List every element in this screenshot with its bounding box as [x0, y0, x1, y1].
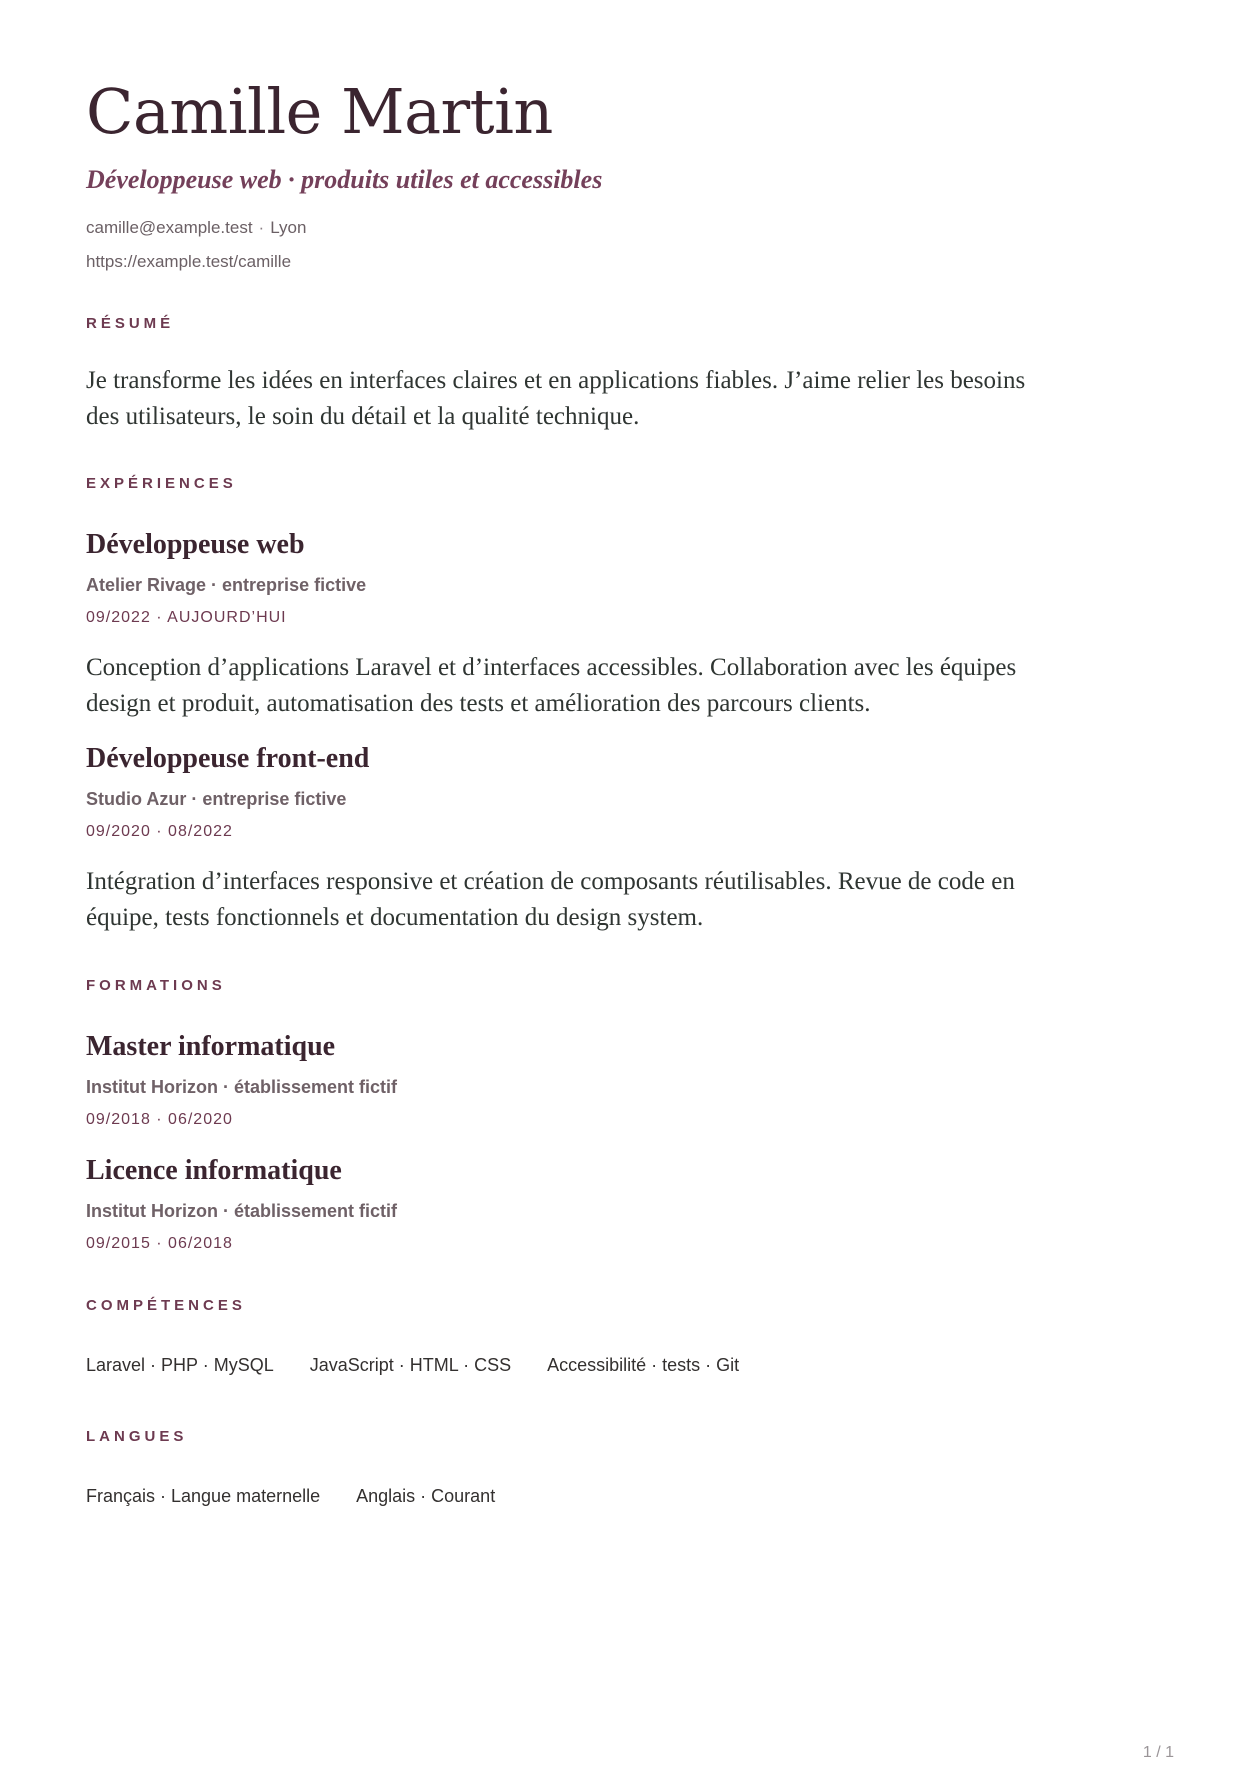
experience-org: Studio Azur · entreprise fictive — [86, 789, 347, 809]
section-title-languages: LANGUES — [86, 1428, 188, 1445]
education-degree: Master informatique — [86, 1031, 336, 1062]
city: Lyon — [270, 218, 307, 237]
section-title-skills: COMPÉTENCES — [86, 1297, 246, 1314]
contact-separator: · — [258, 218, 265, 237]
education-degree: Licence informatique — [86, 1155, 342, 1186]
summary-line: Je transforme les idées en interfaces claires et en applications fiables. J’aime relier les besoins — [86, 367, 1026, 394]
skill-group: Accessibilité · tests · Git — [547, 1355, 740, 1375]
experience-description-line: design et produit, automatisation des tests et amélioration des parcours clients. — [86, 690, 871, 717]
summary-line: des utilisateurs, le soin du détail et la qualité technique. — [86, 403, 640, 430]
education-dates: 09/2018 · 06/2020 — [86, 1111, 233, 1128]
candidate-name: Camille Martin — [86, 75, 553, 148]
experience-description-line: Conception d’applications Laravel et d’interfaces accessibles. Collaboration avec les équipes — [86, 654, 1017, 681]
section-title-experiences: EXPÉRIENCES — [86, 475, 237, 492]
experience-description-line: Intégration d’interfaces responsive et création de composants réutilisables. Revue de code en — [86, 868, 1015, 895]
experience-org: Atelier Rivage · entreprise fictive — [86, 575, 367, 595]
education-org: Institut Horizon · établissement fictif — [86, 1201, 398, 1221]
language-item: Français · Langue maternelle — [86, 1486, 321, 1506]
website-link[interactable]: https://example.test/camille — [86, 252, 292, 271]
email-link[interactable]: camille@example.test — [86, 218, 253, 237]
education-dates: 09/2015 · 06/2018 — [86, 1235, 233, 1252]
experience-role: Développeuse front-end — [86, 743, 370, 774]
experience-dates: 09/2020 · 08/2022 — [86, 823, 233, 840]
section-title-summary: RÉSUMÉ — [86, 315, 175, 332]
contact-line — [86, 217, 306, 239]
skills-list — [86, 1354, 739, 1376]
candidate-tagline: Développeuse web · produits utiles et accessibles — [86, 165, 603, 194]
language-item: Anglais · Courant — [356, 1486, 496, 1506]
experience-dates: 09/2022 · AUJOURD’HUI — [86, 609, 287, 626]
skill-group: Laravel · PHP · MySQL — [86, 1355, 274, 1375]
experience-role: Développeuse web — [86, 529, 305, 560]
experience-description-line: équipe, tests fonctionnels et documentation du design system. — [86, 904, 704, 931]
page-number: 1 / 1 — [1142, 1744, 1174, 1761]
languages-list — [86, 1485, 495, 1507]
skill-group: JavaScript · HTML · CSS — [309, 1355, 512, 1375]
education-org: Institut Horizon · établissement fictif — [86, 1077, 398, 1097]
section-title-education: FORMATIONS — [86, 977, 226, 994]
